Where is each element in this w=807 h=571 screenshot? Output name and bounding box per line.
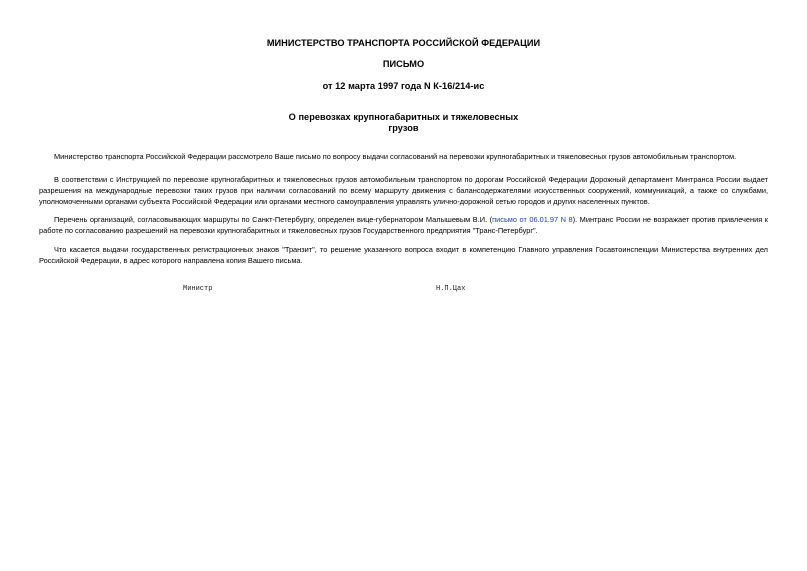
signature-role: Министр: [183, 285, 213, 293]
subject-line-1: О перевозках крупногабаритных и тяжеловесных: [288, 112, 519, 122]
letter-reference-link[interactable]: письмо от 06.01.97 N 8: [492, 215, 573, 224]
ministry-heading: МИНИСТЕРСТВО ТРАНСПОРТА РОССИЙСКОЙ ФЕДЕРАЦИИ: [266, 38, 541, 48]
paragraph-3-text-end: ). Минтранс России не возражает против привлечения к работе по согласованию разрешений на перевозки крупногабаритных и тяжеловесных грузов Государственного предприятия "Транс-Петербург".: [39, 215, 768, 235]
body-paragraph-1: Министерство транспорта Российской Федерации рассмотрело Ваше письмо по вопросу выдачи согласований на перевозки крупногабаритных и тяжеловесных грузов автомобильным транспортом.: [54, 152, 737, 161]
subject-heading: [0, 112, 807, 134]
body-paragraph-4: Что касается выдачи государственных регистрационных знаков "Транзит", то решение указанного вопроса входит в компетенцию Главного управления Госавтоинспекции Министерства внутренних дел Российской Федерации, в адрес которого направлена копия Вашего письма.: [39, 245, 768, 265]
date-number-heading: от 12 марта 1997 года N К-16/214-ис: [322, 81, 485, 91]
body-paragraph-3: [39, 214, 768, 236]
body-paragraph-2: В соответствии с Инструкцией по перевозке крупногабаритных и тяжеловесных грузов автомобильным транспортом по дорогам Российской Федерации Дорожный департамент Минтранса России выдает разрешения на международные перевозки таких грузов при наличии согласований по всему маршруту движения с балансодержателями искусственных сооружений, коммуникаций, а также со службами, уполномоченными органами субъекта Российской Федерации или органами местного самоуправления управлять улично-дорожной сетью городов и других населенных пунктов.: [39, 175, 768, 206]
subject-line-2: грузов: [388, 123, 419, 133]
paragraph-3-text-start: Перечень организаций, согласовывающих маршруты по Санкт-Петербургу, определен вице-губернатором Малышевым В.И. (: [54, 215, 493, 224]
document-type-heading: ПИСЬМО: [382, 59, 425, 69]
signature-name: Н.П.Цах: [436, 285, 466, 293]
